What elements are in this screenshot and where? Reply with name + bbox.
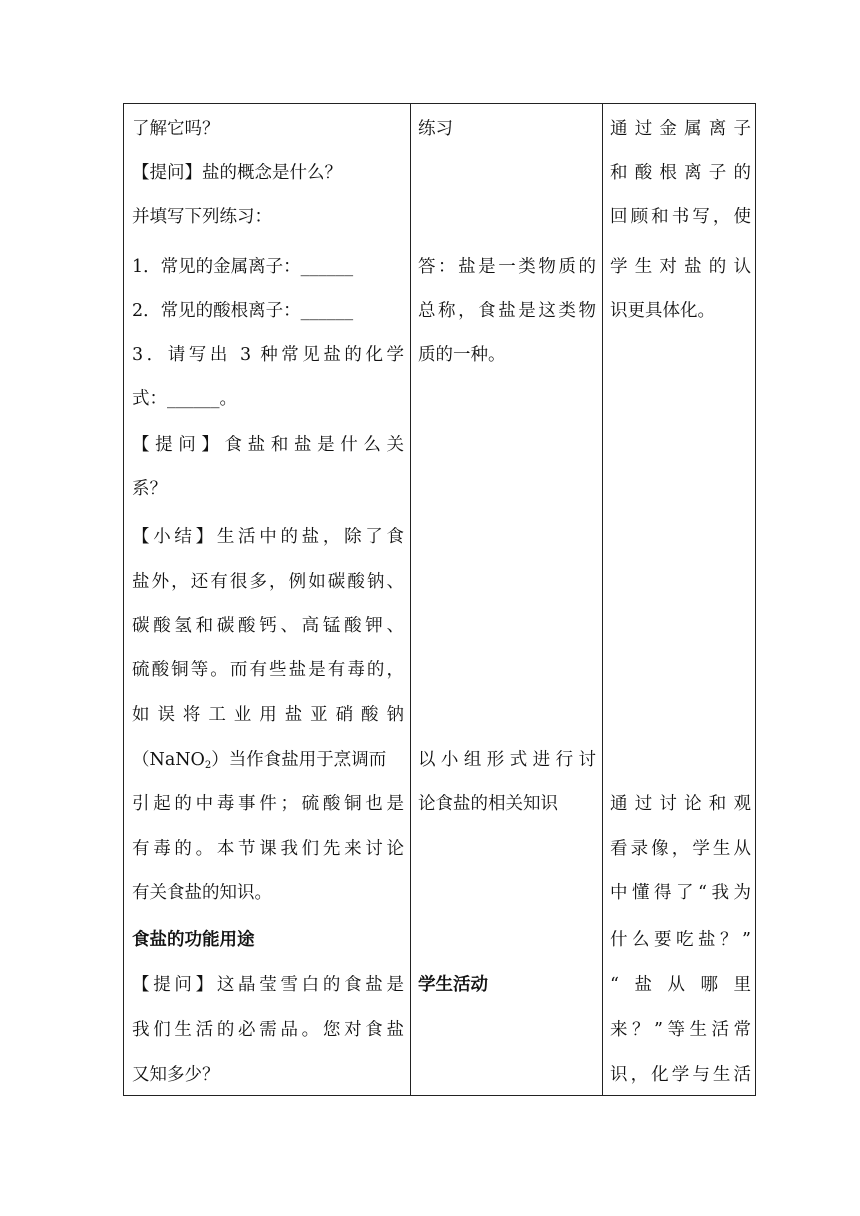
- text-line: 总称，食盐是这类物: [418, 301, 596, 321]
- chem-subscript: 2: [204, 760, 212, 771]
- text-line: 1．常见的金属离子：______: [132, 257, 354, 277]
- text-line: 了解它吗？: [132, 119, 220, 139]
- text-line: 什么要吃盐？”: [610, 930, 751, 950]
- text-line: 【提问】盐的概念是什么？: [132, 163, 342, 183]
- text-line: 如误将工业用盐亚硝酸钠: [132, 705, 404, 725]
- section-heading: 食盐的功能用途: [132, 930, 255, 950]
- text-line: 引起的中毒事件；硫酸铜也是: [132, 794, 404, 814]
- chem-formula: NaNO: [149, 750, 205, 770]
- text-line: 盐外，还有很多，例如碳酸钠、: [132, 572, 404, 592]
- text-line: 识，化学与生活: [610, 1065, 751, 1085]
- design-intent-column: [602, 104, 757, 1095]
- text-line: 学生对盐的认: [610, 257, 751, 277]
- text-line: 又知多少？: [132, 1065, 220, 1085]
- text-line: 有关食盐的知识。: [132, 883, 272, 903]
- text-line: 识更具体化。: [610, 301, 715, 321]
- text-line: 我们生活的必需品。您对食盐: [132, 1020, 404, 1040]
- text-line: 质的一种。: [418, 345, 506, 365]
- text-line: 论食盐的相关知识: [418, 794, 558, 814]
- text-line: 中懂得了“我为: [610, 883, 751, 903]
- text-line: 【提问】食盐和盐是什么关: [132, 435, 404, 455]
- text-line: 式：______。: [132, 389, 237, 409]
- text-line: 2．常见的酸根离子：______: [132, 301, 354, 321]
- text-line: 和酸根离子的: [610, 163, 751, 183]
- text-line: 来？”等生活常: [610, 1020, 751, 1040]
- teacher-activity-column: [124, 104, 410, 1095]
- text-fragment: ）当作食盐用于烹调而: [211, 750, 387, 770]
- section-heading: 学生活动: [418, 975, 488, 995]
- text-line: 3．请写出 3 种常见盐的化学: [132, 345, 404, 365]
- student-activity-column: [410, 104, 602, 1095]
- text-line: 【小结】生活中的盐，除了食: [132, 527, 404, 547]
- text-line: 并填写下列练习：: [132, 207, 272, 227]
- text-line: 通过金属离子: [610, 119, 751, 139]
- text-line: 以小组形式进行讨: [418, 750, 596, 770]
- text-line: 通过讨论和观: [610, 794, 751, 814]
- text-line: 答：盐是一类物质的: [418, 257, 596, 277]
- paren-open: （: [132, 750, 150, 770]
- text-line: “盐从哪里: [610, 975, 751, 995]
- text-line: 碳酸氢和碳酸钙、高锰酸钾、: [132, 616, 404, 636]
- text-line: 【提问】这晶莹雪白的食盐是: [132, 975, 404, 995]
- text-line: 系？: [132, 479, 167, 499]
- nano2-line: [132, 748, 404, 778]
- text-line: 有毒的。本节课我们先来讨论: [132, 839, 404, 859]
- text-line: 硫酸铜等。而有些盐是有毒的，: [132, 660, 404, 680]
- text-line: 回顾和书写，使: [610, 207, 751, 227]
- lesson-table: [123, 103, 756, 1096]
- text-line: 练习: [418, 119, 453, 139]
- text-line: 看录像，学生从: [610, 839, 751, 859]
